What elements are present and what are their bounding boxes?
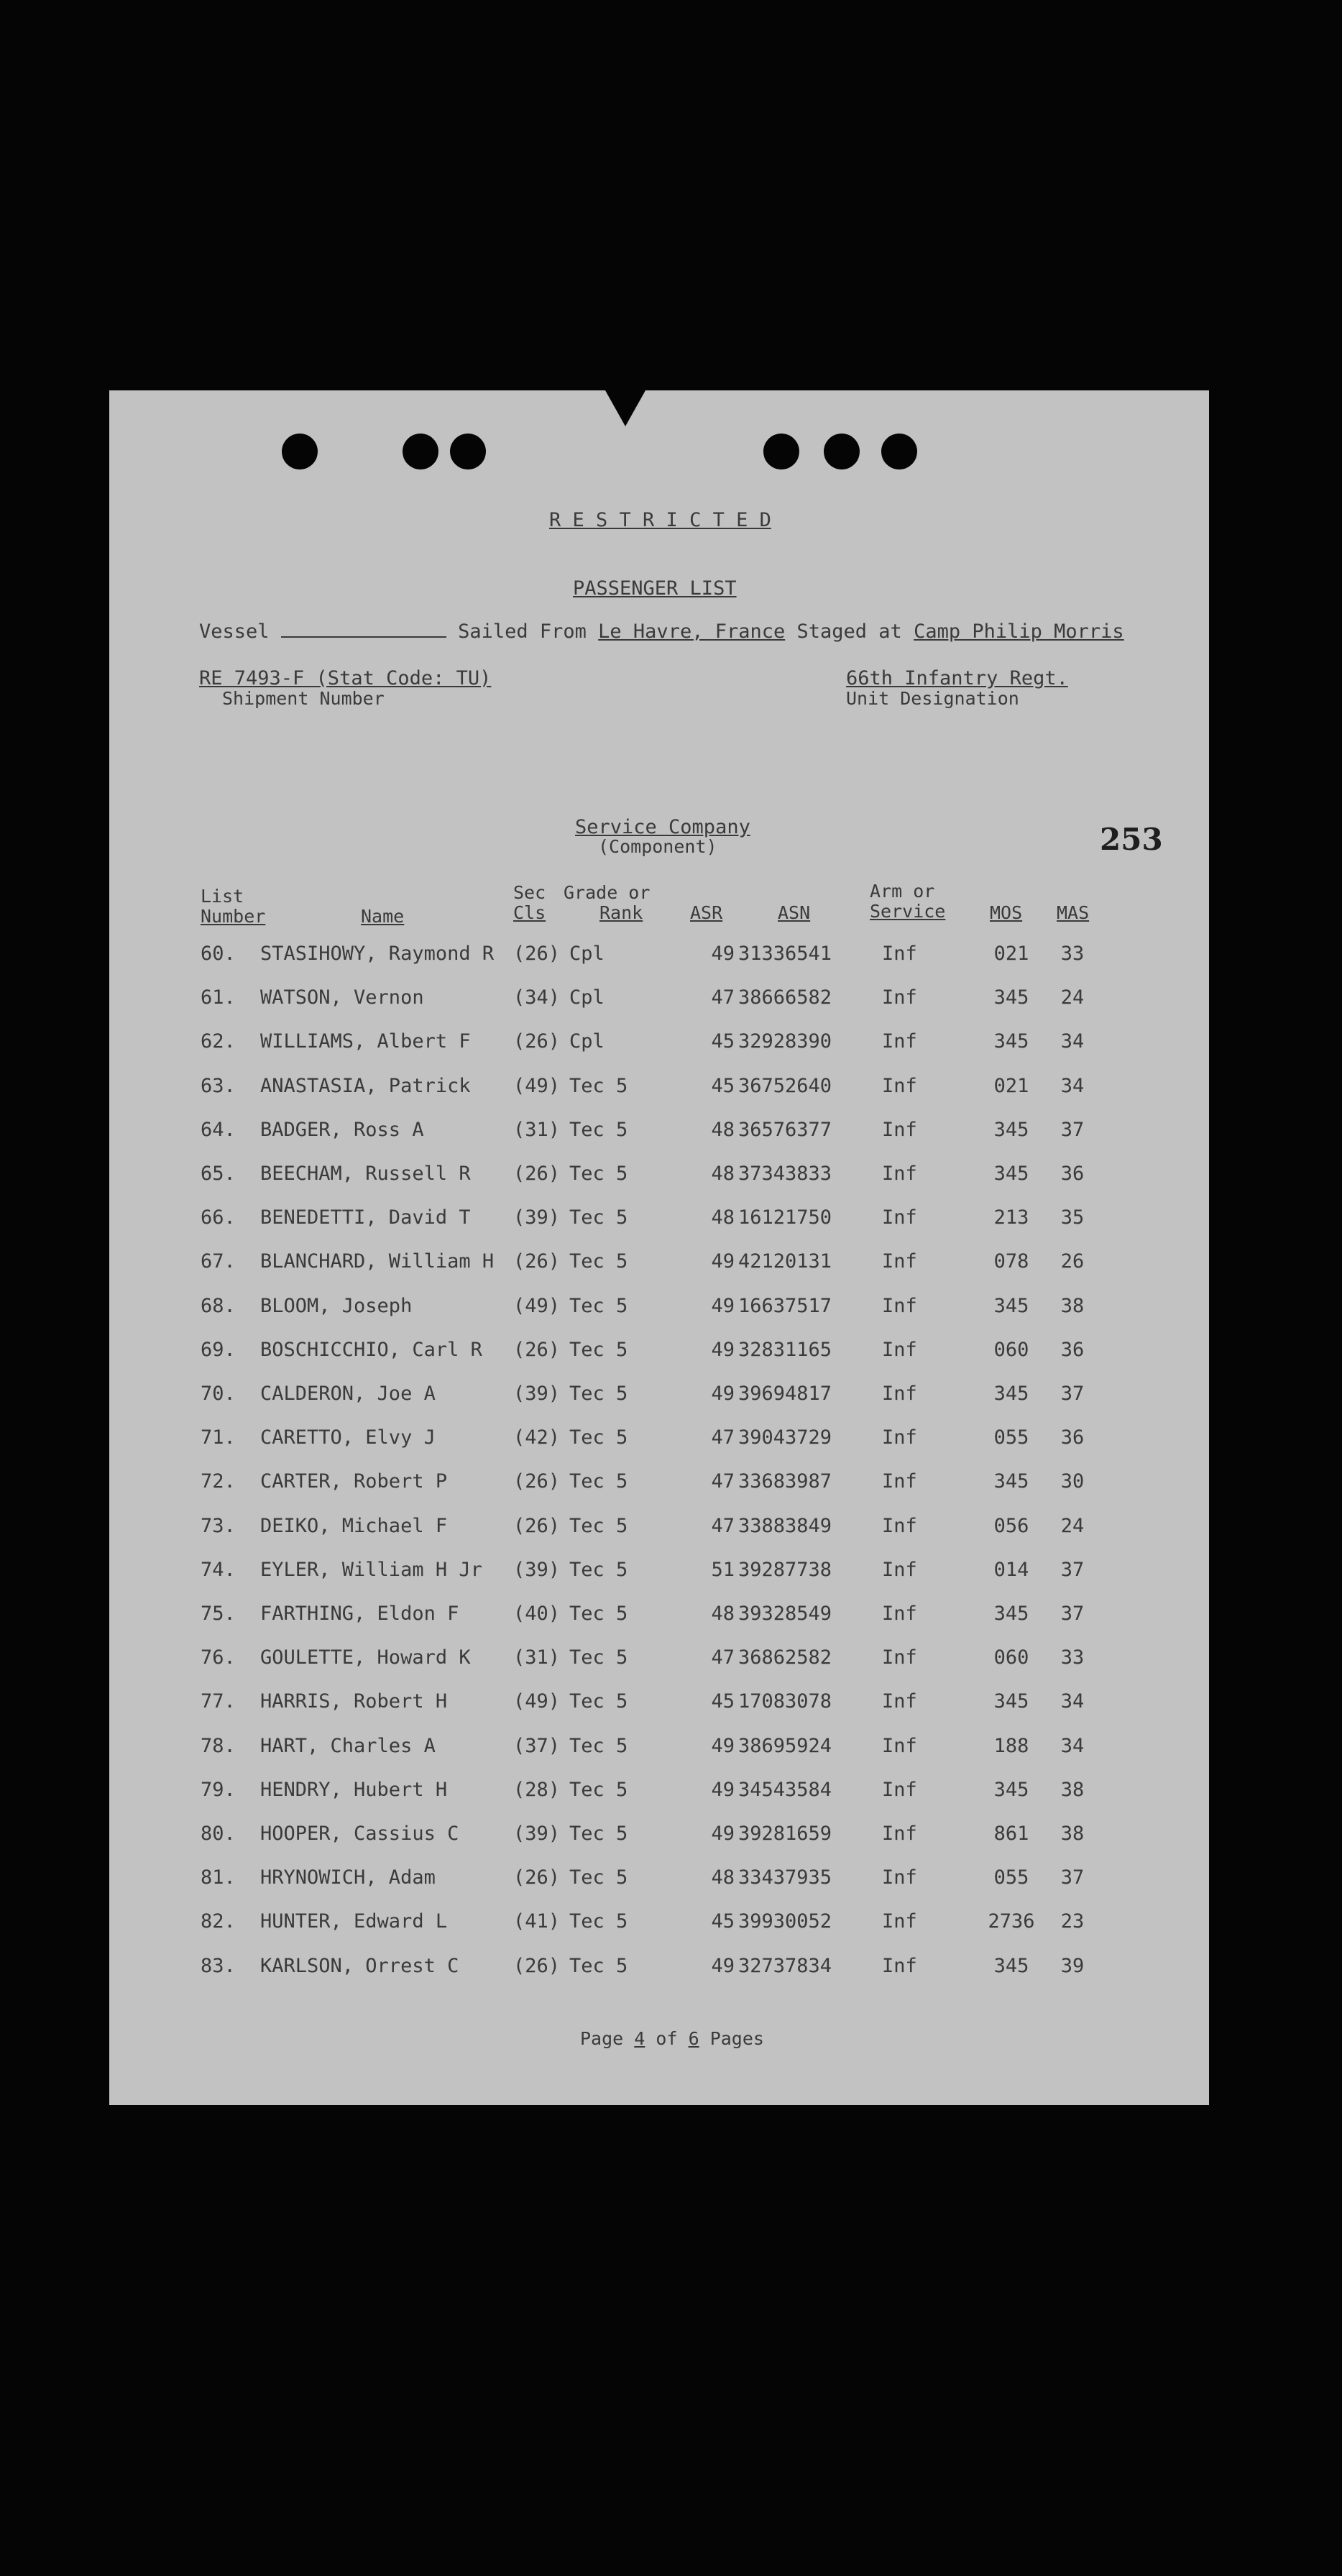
cell-asn: 36862582: [738, 1646, 832, 1669]
cell-list-number: 83.: [201, 1954, 236, 1977]
unit-designation-label: Unit Designation: [846, 688, 1019, 709]
cell-mos: 213: [993, 1206, 1029, 1229]
cell-asr: 48: [711, 1163, 735, 1185]
cell-asn: 42120131: [738, 1250, 832, 1273]
cell-asn: 39281659: [738, 1823, 832, 1845]
cell-list-number: 78.: [201, 1734, 236, 1757]
cell-grade: Tec 5: [569, 1690, 628, 1713]
header-mas: MAS: [1057, 902, 1090, 923]
cell-passenger-name: HARRIS, Robert H: [260, 1690, 448, 1713]
cell-asn: 32928390: [738, 1030, 832, 1053]
cell-asr: 45: [711, 1690, 735, 1713]
cell-passenger-name: HRYNOWICH, Adam: [260, 1866, 436, 1889]
cell-mos: 055: [993, 1426, 1029, 1449]
cell-asn: 33683987: [738, 1470, 832, 1493]
cell-passenger-name: BOSCHICCHIO, Carl R: [260, 1338, 482, 1361]
cell-mos: 060: [993, 1646, 1029, 1669]
cell-mas: 37: [1060, 1558, 1085, 1581]
header-sec-cls: Sec Cls: [513, 882, 546, 923]
cell-sec-cls: (26): [513, 1954, 561, 1977]
cell-arm-service: Inf: [882, 1910, 917, 1933]
cell-arm-service: Inf: [882, 1734, 917, 1757]
cell-sec-cls: (26): [513, 1514, 561, 1537]
cell-sec-cls: (34): [513, 986, 561, 1009]
cell-passenger-name: STASIHOWY, Raymond R: [260, 943, 495, 965]
component-label: (Component): [598, 836, 717, 857]
cell-grade: Cpl: [569, 943, 605, 965]
cell-list-number: 73.: [201, 1514, 236, 1537]
header-list-number: List Number: [201, 886, 266, 927]
cell-list-number: 80.: [201, 1823, 236, 1845]
cell-arm-service: Inf: [882, 1690, 917, 1713]
cell-asn: 36576377: [738, 1118, 832, 1141]
cell-arm-service: Inf: [882, 1866, 917, 1889]
cell-mas: 24: [1060, 1514, 1085, 1537]
cell-grade: Cpl: [569, 1030, 605, 1053]
punch-hole: [403, 434, 438, 469]
punch-hole: [763, 434, 799, 469]
cell-asr: 48: [711, 1118, 735, 1141]
cell-mas: 34: [1060, 1690, 1085, 1713]
cell-asr: 49: [711, 943, 735, 965]
cell-list-number: 68.: [201, 1294, 236, 1317]
cell-grade: Tec 5: [569, 1910, 628, 1933]
cell-asr: 47: [711, 1646, 735, 1669]
component-value: Service Company: [575, 816, 750, 838]
cell-passenger-name: HENDRY, Hubert H: [260, 1778, 448, 1801]
cell-mos: 345: [993, 986, 1029, 1009]
cell-mas: 37: [1060, 1383, 1085, 1405]
cell-arm-service: Inf: [882, 1294, 917, 1317]
table-row: [109, 1910, 1209, 1939]
cell-asr: 49: [711, 1823, 735, 1845]
cell-grade: Tec 5: [569, 1603, 628, 1625]
table-row: [109, 1515, 1209, 1544]
cell-mos: 188: [993, 1734, 1029, 1757]
table-row: [109, 1250, 1209, 1279]
table-row: [109, 1823, 1209, 1851]
cell-arm-service: Inf: [882, 1514, 917, 1537]
cell-list-number: 62.: [201, 1030, 236, 1053]
cell-list-number: 67.: [201, 1250, 236, 1273]
cell-list-number: 74.: [201, 1558, 236, 1581]
cell-sec-cls: (31): [513, 1646, 561, 1669]
cell-asn: 34543584: [738, 1778, 832, 1801]
cell-grade: Tec 5: [569, 1163, 628, 1185]
cell-mas: 34: [1060, 1074, 1085, 1097]
cell-grade: Tec 5: [569, 1646, 628, 1669]
cell-mos: 345: [993, 1118, 1029, 1141]
cell-mas: 34: [1060, 1734, 1085, 1757]
cell-arm-service: Inf: [882, 1030, 917, 1053]
cell-arm-service: Inf: [882, 1250, 917, 1273]
cell-passenger-name: WILLIAMS, Albert F: [260, 1030, 471, 1053]
cell-asr: 48: [711, 1603, 735, 1625]
cell-asr: 49: [711, 1294, 735, 1317]
cell-mos: 345: [993, 1294, 1029, 1317]
cell-asn: 38695924: [738, 1734, 832, 1757]
cell-list-number: 75.: [201, 1603, 236, 1625]
cell-passenger-name: BADGER, Ross A: [260, 1118, 424, 1141]
table-row: [109, 1075, 1209, 1104]
cell-asr: 47: [711, 1514, 735, 1537]
cell-list-number: 81.: [201, 1866, 236, 1889]
cell-asn: 16637517: [738, 1294, 832, 1317]
cell-sec-cls: (41): [513, 1910, 561, 1933]
cell-passenger-name: CARTER, Robert P: [260, 1470, 448, 1493]
cell-arm-service: Inf: [882, 1206, 917, 1229]
cell-passenger-name: HUNTER, Edward L: [260, 1910, 448, 1933]
cell-list-number: 69.: [201, 1338, 236, 1361]
cell-sec-cls: (26): [513, 1250, 561, 1273]
staged-at-value: Camp Philip Morris: [914, 620, 1124, 643]
cell-mas: 33: [1060, 943, 1085, 965]
cell-asn: 32831165: [738, 1338, 832, 1361]
cell-sec-cls: (39): [513, 1206, 561, 1229]
cell-mos: 055: [993, 1866, 1029, 1889]
cell-asr: 47: [711, 986, 735, 1009]
cell-mas: 36: [1060, 1163, 1085, 1185]
sailed-from-label: Sailed From: [458, 620, 587, 643]
table-row: [109, 986, 1209, 1015]
cell-list-number: 70.: [201, 1383, 236, 1405]
cell-asr: 49: [711, 1250, 735, 1273]
cell-arm-service: Inf: [882, 1426, 917, 1449]
cell-sec-cls: (26): [513, 1470, 561, 1493]
cell-mos: 021: [993, 1074, 1029, 1097]
cell-asr: 49: [711, 1383, 735, 1405]
document-title: PASSENGER LIST: [573, 577, 737, 600]
cell-mos: 345: [993, 1778, 1029, 1801]
cell-sec-cls: (42): [513, 1426, 561, 1449]
cell-passenger-name: FARTHING, Eldon F: [260, 1603, 459, 1625]
cell-asr: 47: [711, 1470, 735, 1493]
header-asn: ASN: [778, 902, 811, 923]
cell-asn: 39328549: [738, 1603, 832, 1625]
cell-asn: 39043729: [738, 1426, 832, 1449]
cell-arm-service: Inf: [882, 1383, 917, 1405]
header-asr: ASR: [690, 902, 723, 923]
cell-mas: 37: [1060, 1118, 1085, 1141]
cell-mos: 014: [993, 1558, 1029, 1581]
cell-passenger-name: BENEDETTI, David T: [260, 1206, 471, 1229]
cell-grade: Tec 5: [569, 1558, 628, 1581]
cell-sec-cls: (26): [513, 1338, 561, 1361]
cell-grade: Tec 5: [569, 1338, 628, 1361]
cell-mos: 078: [993, 1250, 1029, 1273]
cell-passenger-name: BLOOM, Joseph: [260, 1294, 413, 1317]
vessel-line: [199, 620, 1124, 643]
cell-grade: Tec 5: [569, 1118, 628, 1141]
cell-grade: Tec 5: [569, 1250, 628, 1273]
cell-asn: 33437935: [738, 1866, 832, 1889]
cell-asn: 33883849: [738, 1514, 832, 1537]
cell-mas: 30: [1060, 1470, 1085, 1493]
cell-mos: 2736: [988, 1910, 1035, 1933]
cell-asr: 49: [711, 1954, 735, 1977]
cell-arm-service: Inf: [882, 1118, 917, 1141]
cell-list-number: 65.: [201, 1163, 236, 1185]
table-row: [109, 1690, 1209, 1719]
cell-asn: 37343833: [738, 1163, 832, 1185]
shipment-number-label: Shipment Number: [222, 688, 385, 709]
cell-arm-service: Inf: [882, 986, 917, 1009]
table-row: [109, 1955, 1209, 1984]
cell-grade: Tec 5: [569, 1426, 628, 1449]
cell-grade: Tec 5: [569, 1954, 628, 1977]
punch-hole: [881, 434, 917, 469]
cell-sec-cls: (49): [513, 1690, 561, 1713]
cell-list-number: 61.: [201, 986, 236, 1009]
cell-passenger-name: HART, Charles A: [260, 1734, 436, 1757]
cell-mas: 37: [1060, 1866, 1085, 1889]
cell-mos: 345: [993, 1954, 1029, 1977]
cell-grade: Tec 5: [569, 1383, 628, 1405]
unit-designation-value: 66th Infantry Regt.: [846, 667, 1068, 689]
cell-asr: 45: [711, 1074, 735, 1097]
cell-asr: 45: [711, 1030, 735, 1053]
cell-mas: 38: [1060, 1823, 1085, 1845]
sailed-from-value: Le Havre, France: [598, 620, 786, 643]
cell-sec-cls: (26): [513, 1866, 561, 1889]
cell-arm-service: Inf: [882, 1823, 917, 1845]
cell-mos: 345: [993, 1030, 1029, 1053]
cell-passenger-name: DEIKO, Michael F: [260, 1514, 448, 1537]
cell-mas: 24: [1060, 986, 1085, 1009]
cell-mos: 345: [993, 1690, 1029, 1713]
cell-sec-cls: (40): [513, 1603, 561, 1625]
header-grade: Grade or Rank: [564, 882, 651, 923]
cell-arm-service: Inf: [882, 1646, 917, 1669]
cell-mas: 36: [1060, 1426, 1085, 1449]
header-arm-service: Arm or Service: [870, 881, 946, 922]
cell-list-number: 71.: [201, 1426, 236, 1449]
cell-asr: 49: [711, 1734, 735, 1757]
cell-asn: 39287738: [738, 1558, 832, 1581]
cell-asr: 49: [711, 1778, 735, 1801]
cell-asr: 48: [711, 1866, 735, 1889]
cell-mos: 345: [993, 1163, 1029, 1185]
cell-asr: 51: [711, 1558, 735, 1581]
table-row: [109, 1559, 1209, 1587]
cell-asn: 16121750: [738, 1206, 832, 1229]
cell-mos: 345: [993, 1603, 1029, 1625]
cell-mos: 861: [993, 1823, 1029, 1845]
shipment-number-value: RE 7493-F (Stat Code: TU): [199, 667, 492, 689]
cell-grade: Tec 5: [569, 1778, 628, 1801]
cell-sec-cls: (39): [513, 1383, 561, 1405]
cell-mos: 056: [993, 1514, 1029, 1537]
table-row: [109, 1163, 1209, 1191]
cell-asn: 36752640: [738, 1074, 832, 1097]
table-row: [109, 1383, 1209, 1411]
cell-sec-cls: (49): [513, 1294, 561, 1317]
cell-passenger-name: HOOPER, Cassius C: [260, 1823, 459, 1845]
cell-asn: 39694817: [738, 1383, 832, 1405]
cell-list-number: 79.: [201, 1778, 236, 1801]
vessel-label: Vessel: [199, 620, 270, 643]
cell-grade: Tec 5: [569, 1823, 628, 1845]
cell-grade: Tec 5: [569, 1074, 628, 1097]
cell-sec-cls: (39): [513, 1823, 561, 1845]
cell-list-number: 82.: [201, 1910, 236, 1933]
cell-list-number: 77.: [201, 1690, 236, 1713]
cell-arm-service: Inf: [882, 1778, 917, 1801]
cell-list-number: 72.: [201, 1470, 236, 1493]
cell-grade: Tec 5: [569, 1206, 628, 1229]
table-row: [109, 1470, 1209, 1499]
cell-asn: 39930052: [738, 1910, 832, 1933]
cell-mas: 23: [1060, 1910, 1085, 1933]
cell-mas: 26: [1060, 1250, 1085, 1273]
cell-asn: 32737834: [738, 1954, 832, 1977]
cell-list-number: 66.: [201, 1206, 236, 1229]
table-row: [109, 943, 1209, 971]
cell-list-number: 60.: [201, 943, 236, 965]
table-row: [109, 1426, 1209, 1455]
cell-mas: 33: [1060, 1646, 1085, 1669]
cell-mas: 34: [1060, 1030, 1085, 1053]
cell-sec-cls: (31): [513, 1118, 561, 1141]
cell-passenger-name: KARLSON, Orrest C: [260, 1954, 459, 1977]
punch-hole: [824, 434, 860, 469]
cell-arm-service: Inf: [882, 1954, 917, 1977]
cell-asn: 17083078: [738, 1690, 832, 1713]
cell-list-number: 76.: [201, 1646, 236, 1669]
cell-passenger-name: ANASTASIA, Patrick: [260, 1074, 471, 1097]
cell-sec-cls: (26): [513, 1163, 561, 1185]
table-row: [109, 1119, 1209, 1147]
header-mos: MOS: [990, 902, 1023, 923]
cell-asr: 48: [711, 1206, 735, 1229]
vessel-blank: [281, 622, 446, 638]
cell-passenger-name: GOULETTE, Howard K: [260, 1646, 471, 1669]
cell-asr: 45: [711, 1910, 735, 1933]
table-row: [109, 1646, 1209, 1675]
document-page: [109, 390, 1209, 2105]
punch-hole: [282, 434, 318, 469]
cell-arm-service: Inf: [882, 1603, 917, 1625]
cell-asr: 47: [711, 1426, 735, 1449]
cell-list-number: 64.: [201, 1118, 236, 1141]
page-footer: Page 4 of 6 Pages: [580, 2028, 764, 2049]
cell-asn: 31336541: [738, 943, 832, 965]
cell-passenger-name: CALDERON, Joe A: [260, 1383, 436, 1405]
cell-mos: 345: [993, 1383, 1029, 1405]
cell-mas: 39: [1060, 1954, 1085, 1977]
cell-passenger-name: CARETTO, Elvy J: [260, 1426, 436, 1449]
page-stamp-number: 253: [1100, 822, 1163, 857]
restricted-header: R E S T R I C T E D: [549, 509, 771, 531]
cell-grade: Tec 5: [569, 1470, 628, 1493]
header-name: Name: [361, 906, 405, 927]
punch-hole: [450, 434, 486, 469]
cell-sec-cls: (39): [513, 1558, 561, 1581]
cell-sec-cls: (49): [513, 1074, 561, 1097]
cell-mas: 35: [1060, 1206, 1085, 1229]
table-row: [109, 1030, 1209, 1059]
cell-arm-service: Inf: [882, 1470, 917, 1493]
cell-arm-service: Inf: [882, 943, 917, 965]
cell-sec-cls: (28): [513, 1778, 561, 1801]
cell-list-number: 63.: [201, 1074, 236, 1097]
cell-passenger-name: WATSON, Vernon: [260, 986, 424, 1009]
cell-arm-service: Inf: [882, 1074, 917, 1097]
table-row: [109, 1866, 1209, 1895]
cell-grade: Tec 5: [569, 1734, 628, 1757]
paper-tear: [605, 390, 645, 426]
cell-mos: 345: [993, 1470, 1029, 1493]
cell-passenger-name: EYLER, William H Jr: [260, 1558, 482, 1581]
cell-mas: 36: [1060, 1338, 1085, 1361]
cell-asn: 38666582: [738, 986, 832, 1009]
cell-mos: 021: [993, 943, 1029, 965]
cell-passenger-name: BLANCHARD, William H: [260, 1250, 495, 1273]
table-row: [109, 1779, 1209, 1807]
cell-grade: Tec 5: [569, 1514, 628, 1537]
cell-mas: 38: [1060, 1294, 1085, 1317]
table-row: [109, 1603, 1209, 1631]
cell-passenger-name: BEECHAM, Russell R: [260, 1163, 471, 1185]
cell-mos: 060: [993, 1338, 1029, 1361]
cell-sec-cls: (26): [513, 1030, 561, 1053]
cell-grade: Tec 5: [569, 1866, 628, 1889]
table-row: [109, 1295, 1209, 1324]
cell-sec-cls: (26): [513, 943, 561, 965]
cell-arm-service: Inf: [882, 1163, 917, 1185]
cell-mas: 38: [1060, 1778, 1085, 1801]
table-row: [109, 1339, 1209, 1367]
cell-grade: Tec 5: [569, 1294, 628, 1317]
cell-sec-cls: (37): [513, 1734, 561, 1757]
table-row: [109, 1206, 1209, 1235]
staged-at-label: Staged at: [796, 620, 902, 643]
cell-asr: 49: [711, 1338, 735, 1361]
cell-arm-service: Inf: [882, 1338, 917, 1361]
cell-mas: 37: [1060, 1603, 1085, 1625]
cell-grade: Cpl: [569, 986, 605, 1009]
cell-arm-service: Inf: [882, 1558, 917, 1581]
table-row: [109, 1735, 1209, 1764]
